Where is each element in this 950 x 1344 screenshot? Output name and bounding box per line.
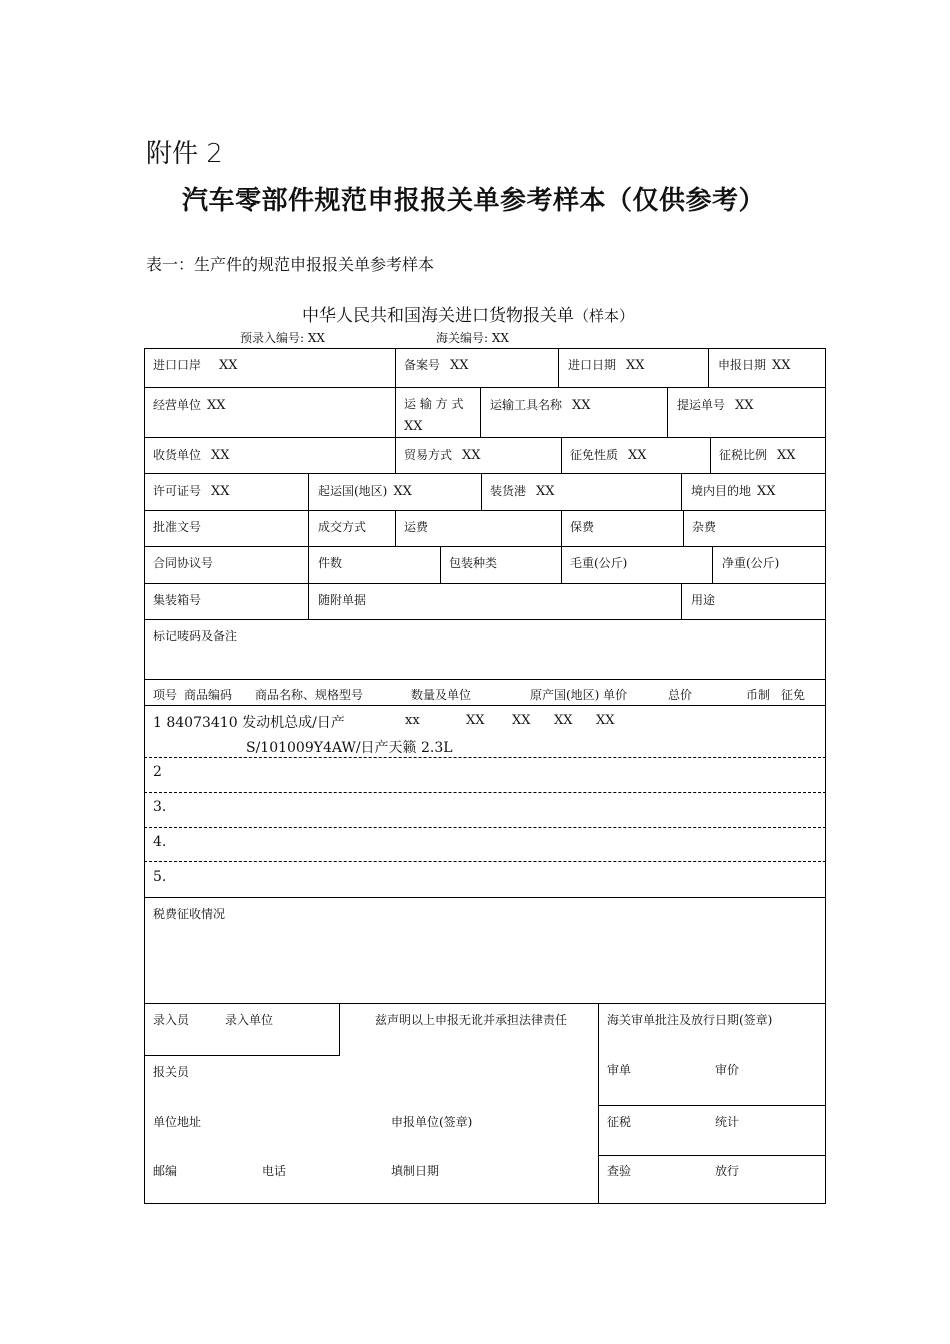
header-name-spec: 商品名称、规格型号: [255, 688, 364, 702]
value-consignee: XX: [211, 448, 230, 463]
field-levy-nature: 征免性质 XX: [570, 448, 647, 463]
item-1-qty: xx: [405, 713, 420, 728]
statistics-label: 统计: [715, 1115, 740, 1129]
field-import-date: 进口日期 XX: [568, 358, 645, 373]
header-currency: 币制: [746, 688, 771, 702]
field-pack-type: 包装种类: [449, 556, 498, 570]
field-approval-no: 批准文号: [153, 520, 202, 534]
customs-number: 海关编号: XX: [436, 331, 509, 345]
header-total: 总价: [668, 688, 693, 702]
field-transport-mode: 运 输 方 式: [404, 397, 464, 411]
value-loading-port: XX: [536, 484, 555, 499]
item-5-no: 5.: [153, 869, 167, 885]
attachment-label: 附件 2: [146, 139, 223, 169]
value-bill-no: XX: [735, 398, 754, 413]
broker-label: 报关员: [153, 1065, 190, 1079]
value-transport-name: XX: [572, 398, 591, 413]
field-marks-remarks: 标记唛码及备注: [153, 629, 238, 643]
phone-label: 电话: [262, 1164, 287, 1178]
field-tax-ratio: 征税比例 XX: [719, 448, 796, 463]
value-license-no: XX: [211, 484, 230, 499]
field-net-weight: 净重(公斤): [722, 556, 780, 570]
fill-date-label: 填制日期: [391, 1164, 440, 1178]
field-insurance: 保费: [570, 520, 595, 534]
review-label: 审单: [607, 1063, 632, 1077]
field-bill-no: 提运单号 XX: [677, 398, 754, 413]
entry-unit-label: 录入单位: [225, 1013, 274, 1027]
field-freight: 运费: [404, 520, 429, 534]
inspection-label: 查验: [607, 1164, 632, 1178]
field-license-no: 许可证号 XX: [153, 484, 230, 499]
entry-clerk-label: 录入员: [153, 1013, 190, 1027]
field-usage: 用途: [691, 593, 716, 607]
document-title: 汽车零部件规范申报报关单参考样本（仅供参考）: [182, 186, 766, 216]
item-1-total: XX: [554, 713, 573, 728]
field-misc: 杂费: [692, 520, 717, 534]
field-record-no: 备案号 XX: [404, 358, 469, 373]
field-domestic-dest: 境内目的地 XX: [691, 484, 776, 499]
item-1-line2: S/101009Y4AW/日产天籁 2.3L: [246, 740, 453, 756]
value-origin-country: XX: [393, 484, 412, 499]
pricing-label: 审价: [715, 1063, 740, 1077]
levy-label: 征税: [607, 1115, 632, 1129]
item-1-price: XX: [512, 713, 531, 728]
item-1-currency: XX: [596, 713, 615, 728]
release-label: 放行: [715, 1164, 740, 1178]
value-levy-nature: XX: [628, 448, 647, 463]
declaration-statement: 兹声明以上申报无讹并承担法律责任: [375, 1013, 568, 1027]
value-import-date: XX: [626, 358, 645, 373]
header-origin-price: 原产国(地区) 单价: [530, 688, 628, 702]
header-quantity: 数量及单位: [411, 688, 472, 702]
field-import-port: 进口口岸 XX: [153, 358, 238, 373]
table-subtitle: 表一：生产件的规范申报报关单参考样本: [146, 255, 435, 274]
field-container-no: 集装箱号: [153, 593, 202, 607]
item-2-no: 2: [153, 764, 162, 780]
value-transport-mode: XX: [404, 419, 423, 434]
field-loading-port: 装货港 XX: [490, 484, 555, 499]
header-item-no: 项号: [153, 688, 178, 702]
form-title: [302, 301, 634, 326]
value-record-no: XX: [450, 358, 469, 373]
form-title-suffix: （样本）: [574, 307, 635, 325]
unit-address-label: 单位地址: [153, 1115, 202, 1129]
field-declare-date: 申报日期 XX: [718, 358, 791, 373]
header-levy: 征免: [781, 688, 806, 702]
item-4-no: 4.: [153, 834, 167, 850]
customs-approval-label: 海关审单批注及放行日期(签章): [607, 1013, 773, 1027]
field-consignee: 收货单位 XX: [153, 448, 230, 463]
field-origin-country: 起运国(地区) XX: [318, 484, 412, 499]
field-gross-weight: 毛重(公斤): [570, 556, 628, 570]
item-1-origin: XX: [466, 713, 485, 728]
field-attached-docs: 随附单据: [318, 593, 367, 607]
value-tax-ratio: XX: [777, 448, 796, 463]
field-operator: 经营单位 XX: [153, 398, 226, 413]
item-3-no: 3.: [153, 799, 167, 815]
value-declare-date: XX: [772, 358, 791, 373]
value-domestic-dest: XX: [757, 484, 776, 499]
field-contract-no: 合同协议号: [153, 556, 214, 570]
item-1-line1: 1 84073410 发动机总成/日产: [153, 715, 345, 731]
declaring-unit-label: 申报单位(签章): [391, 1115, 473, 1129]
field-pieces: 件数: [318, 556, 343, 570]
field-deal-mode: 成交方式: [318, 520, 367, 534]
value-trade-mode: XX: [462, 448, 481, 463]
field-transport-name: 运输工具名称 XX: [490, 398, 591, 413]
field-trade-mode: 贸易方式 XX: [404, 448, 481, 463]
value-import-port: XX: [219, 358, 238, 373]
form-title-main: 中华人民共和国海关进口货物报关单: [302, 306, 574, 326]
value-operator: XX: [207, 398, 226, 413]
postcode-label: 邮编: [153, 1164, 178, 1178]
pre-entry-number: 预录入编号: XX: [240, 331, 325, 345]
tax-section-label: 税费征收情况: [153, 907, 226, 921]
header-hs-code: 商品编码: [184, 688, 233, 702]
